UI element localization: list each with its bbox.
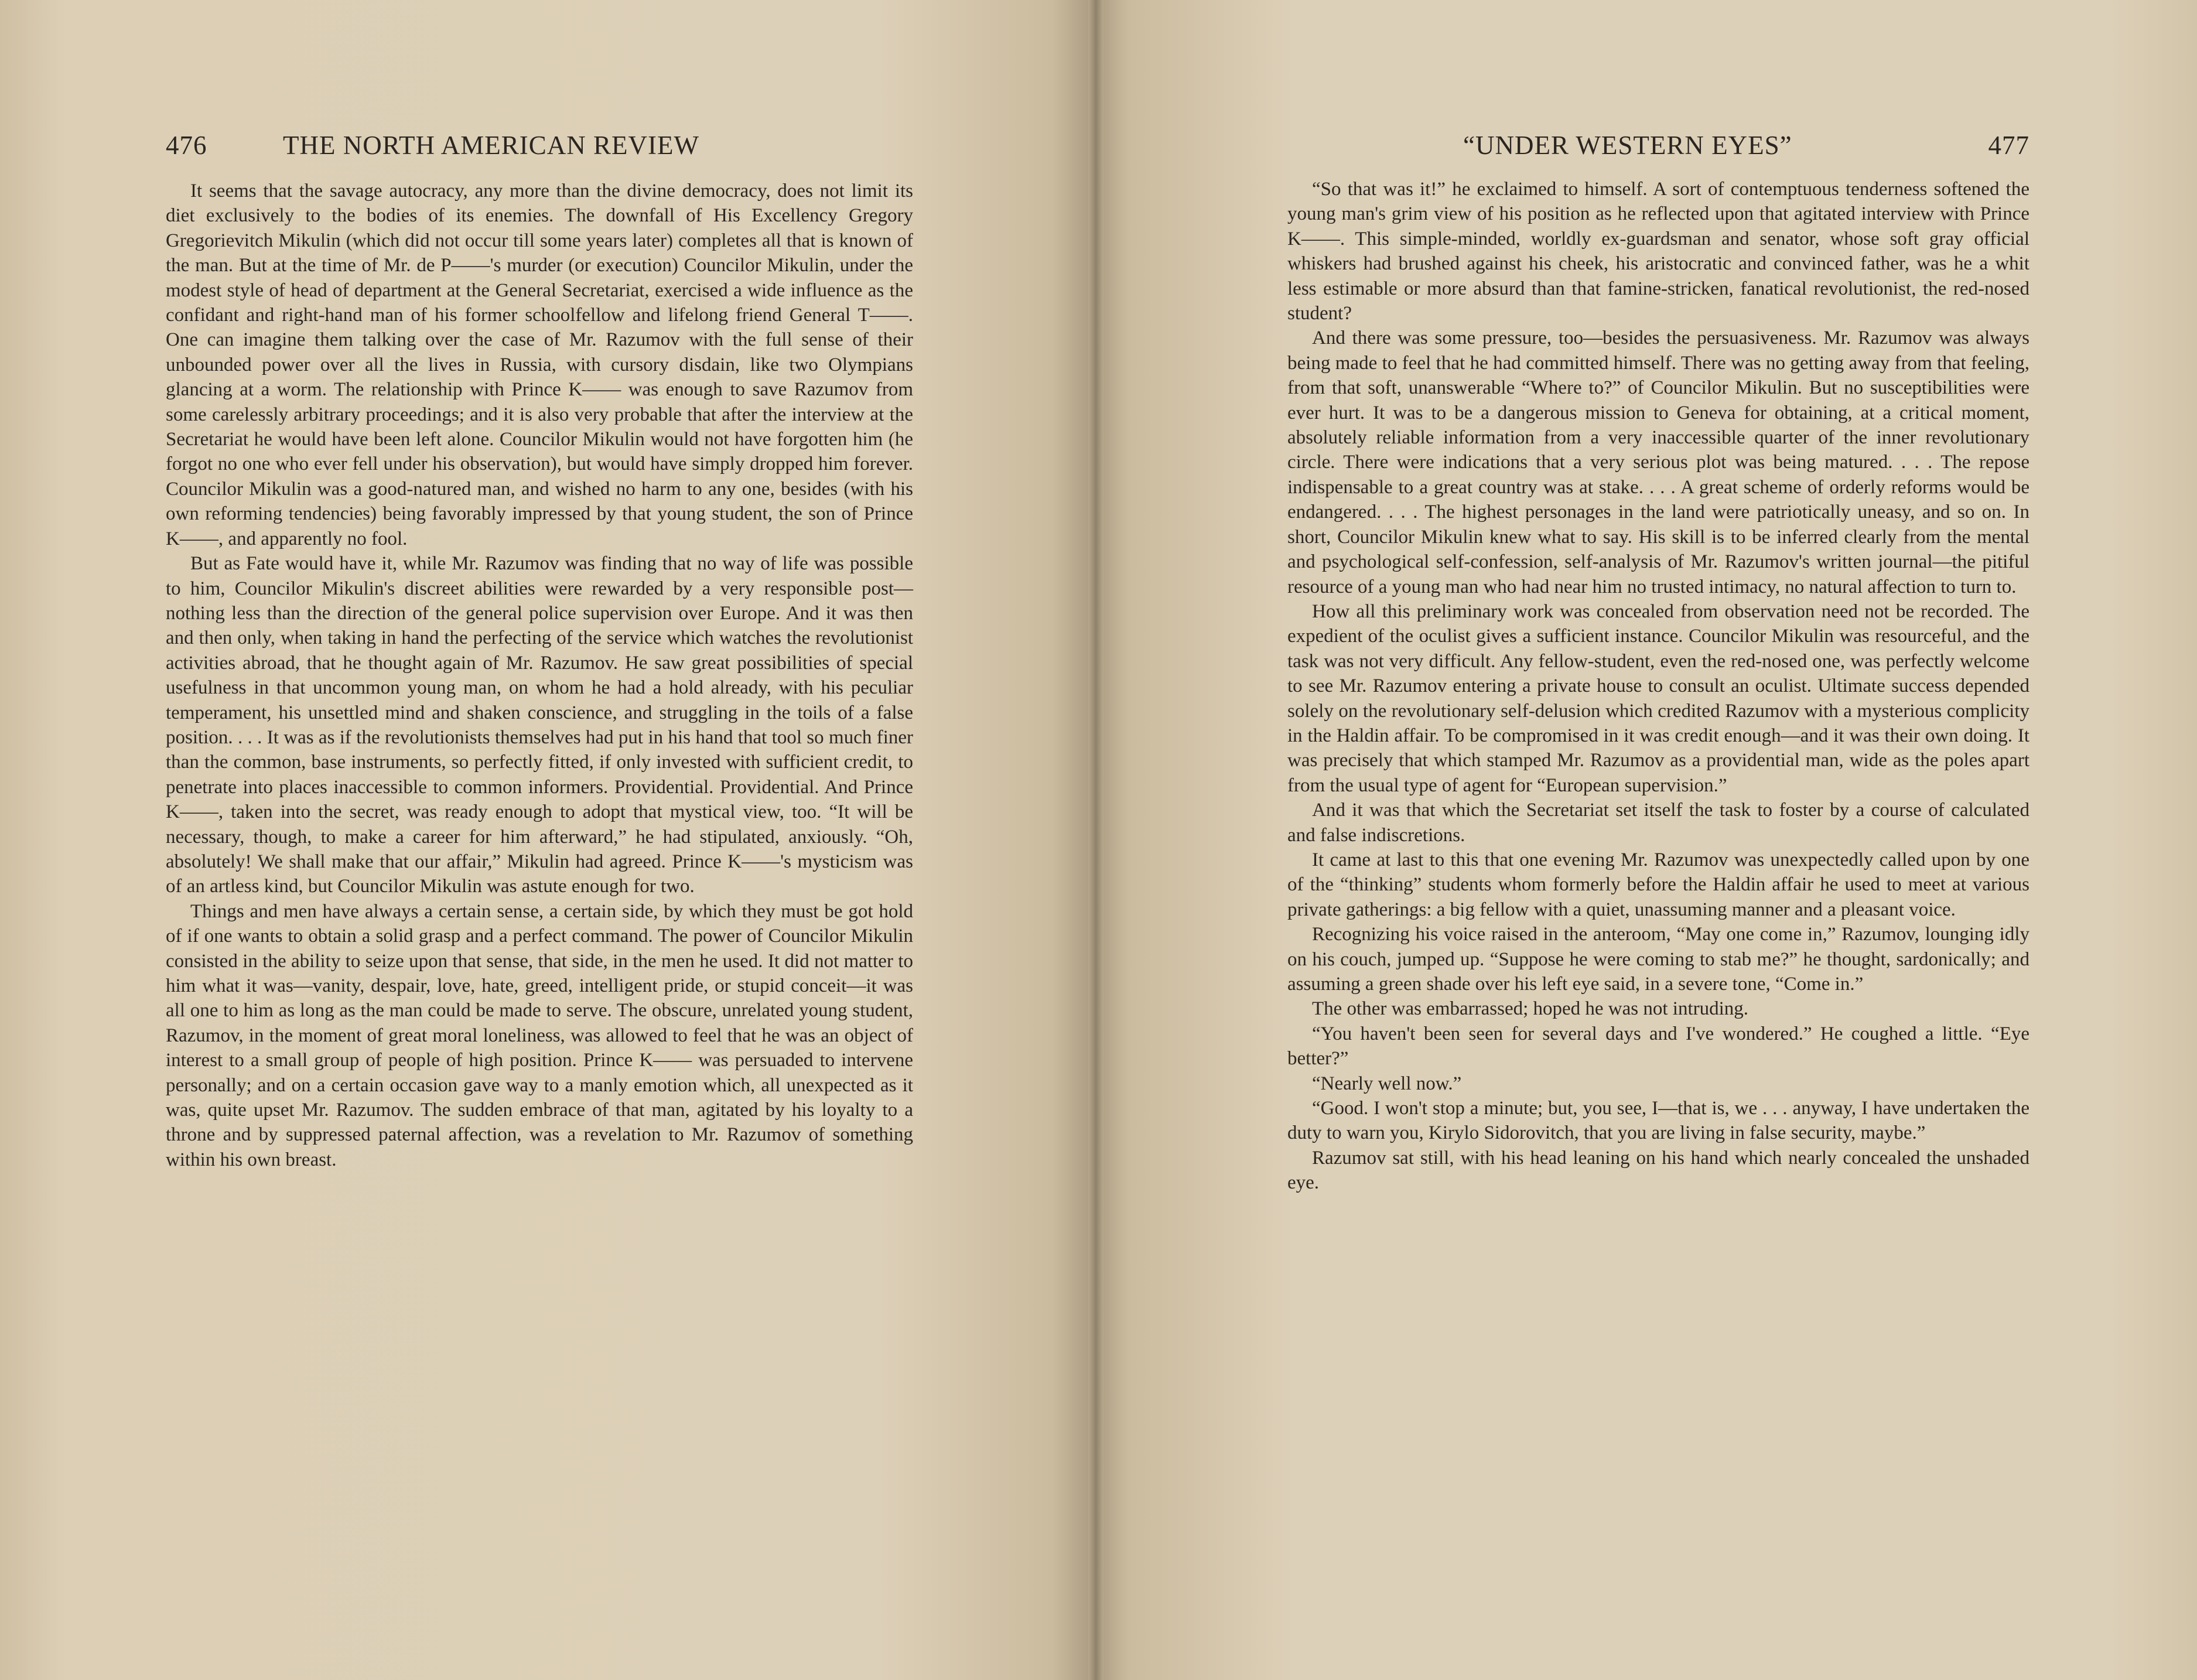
book-gutter	[1088, 0, 1103, 1680]
running-head: THE NORTH AMERICAN REVIEW	[283, 131, 699, 160]
right-page-body	[1287, 177, 2029, 1196]
paragraph: Recognizing his voice raised in the anteroom, “May one come in,” Razumov, lounging idly on his couch, jumped up. “Suppose he were coming to stab me?” he thought, sardonically; and assuming a green shade over his left eye said, in a severe tone, “Come in.”	[1287, 924, 2029, 995]
paragraph: “You haven't been seen for several days and I've wondered.” He coughed a little. “Eye better?”	[1287, 1023, 2029, 1070]
paragraph: But as Fate would have it, while Mr. Razumov was finding that no way of life was possible to him, Councilor Mikulin's discreet abilities were rewarded by a very responsible post—nothing less than the direction of the general police supervision over Europe. And it was then and then only, when taking in hand the perfecting of the service which watches the revolutionist activities abroad, that he thought again of Mr. Razumov. He saw great possibilities of special usefulness in that uncommon young man, on whom he had a hold already, with his peculiar temperament, his unsettled mind and shaken conscience, and struggling in the toils of a false position. . . . It was as if the revolutionists themselves had put in his hand that tool so much finer than the common, base instruments, so perfectly fitted, if only invested with sufficient credit, to penetrate into places inaccessible to common informers. Providential. Providential. And Prince K——, taken into the secret, was ready enough to adopt that mystical view, too. “It will be necessary, though, to make a career for him afterward,” he had stipulated, anxiously. “Oh, absolutely! We shall make that our affair,” Mikulin had agreed. Prince K——'s mysticism was of an artless kind, but Councilor Mikulin was astute enough for two.	[166, 553, 913, 897]
paragraph: It seems that the savage autocracy, any more than the divine democracy, does not limit its diet exclusively to the bodies of its enemies. The downfall of His Excellency Gregory Gregorievitch Mikulin (which did not occur till some years later) completes all that is known of the man. But at the time of Mr. de P——'s murder (or execution) Councilor Mikulin, under the modest style of head of department at the General Secretariat, exercised a wide influence as the confidant and right-hand man of his former schoolfellow and lifelong friend General T——. One can imagine them talking over the case of Mr. Razumov with the full sense of their unbounded power over all the lives in Russia, with cursory disdain, like two Olympians glancing at a worm. The relationship with Prince K—— was enough to save Razumov from some carelessly arbitrary proceedings; and it is also very probable that after the interview at the Secretariat he would have been left alone. Councilor Mikulin would not have forgotten him (he forgot no one who ever fell under his observation), but would have simply dropped him forever. Councilor Mikulin was a good-natured man, and wished no harm to any one, besides (with his own reforming tendencies) being favorably impressed by that young student, the son of Prince K——, and apparently no fool.	[166, 180, 913, 549]
left-page-header	[166, 130, 913, 165]
paragraph: It came at last to this that one evening Mr. Razumov was unexpectedly called upon by one of the “thinking” students whom formerly before the Haldin affair he used to meet at various private gatherings: a big fellow with a quiet, unassuming manner and a pleasant voice.	[1287, 849, 2029, 920]
paragraph: And it was that which the Secretariat set itself the task to foster by a course of calculated and false indiscretions.	[1287, 800, 2029, 846]
paragraph: “Good. I won't stop a minute; but, you see, I—that is, we . . . anyway, I have undertaken the duty to warn you, Kirylo Sidorovitch, that you are living in false security, maybe.”	[1287, 1098, 2029, 1144]
left-page-body	[166, 179, 913, 1172]
paragraph: Things and men have always a certain sense, a certain side, by which they must be got hold of if one wants to obtain a solid grasp and a perfect command. The power of Councilor Mikulin consisted in the ability to seize upon that sense, that side, in the men he used. It did not matter to him what it was—vanity, despair, love, hate, greed, intelligent pride, or stupid conceit—it was all one to him as long as the man could be made to serve. The obscure, unrelated young student, Razumov, in the moment of great moral loneliness, was allowed to feel that he was an object of interest to a small group of people of high position. Prince K—— was persuaded to intervene personally; and on a certain occasion gave way to a manly emotion which, all unexpected as it was, quite upset Mr. Razumov. The sudden embrace of that man, agitated by his loyalty to a throne and by suppressed paternal affection, was a revelation to Mr. Razumov of something within his own breast.	[166, 900, 913, 1170]
right-page	[1095, 0, 2197, 1680]
left-page	[0, 0, 1095, 1680]
right-page-header	[1287, 130, 2029, 165]
paragraph: “Nearly well now.”	[1312, 1073, 1462, 1094]
running-head: “UNDER WESTERN EYES”	[1463, 131, 1792, 160]
paragraph: And there was some pressure, too—besides the persuasiveness. Mr. Razumov was always being made to feel that he had committed himself. There was no getting away from that feeling, from that soft, unanswerable “Where to?” of Councilor Mikulin. But no susceptibilities were ever hurt. It was to be a dangerous mission to Geneva for obtaining, at a critical moment, absolutely reliable information from a very inaccessible quarter of the inner revolutionary circle. There were indications that a very serious plot was being matured. . . . The repose indispensable to a great country was at stake. . . . A great scheme of orderly reforms would be endangered. . . . The highest personages in the land were patriotically uneasy, and so on. In short, Councilor Mikulin knew what to say. His skill is to be inferred clearly from the mental and psychological self-confession, self-analysis of Mr. Razumov's written journal—the pitiful resource of a young man who had near him no trusted intimacy, no natural affection to turn to.	[1287, 327, 2029, 597]
page-number: 477	[1988, 131, 2029, 160]
paragraph: “So that was it!” he exclaimed to himself. A sort of contemptuous tenderness softened the young man's grim view of his position as he reflected upon that agitated interview with Prince K——. This simple-minded, worldly ex-guardsman and senator, whose soft gray official whiskers had brushed against his cheek, his aristocratic and convinced father, was he a whit less estimable or more absurd than that famine-stricken, fanatical revolutionist, the red-nosed student?	[1287, 179, 2029, 325]
paragraph: How all this preliminary work was concealed from observation need not be recorded. The expedient of the oculist gives a sufficient instance. Councilor Mikulin was resourceful, and the task was not very difficult. Any fellow-student, even the red-nosed one, was perfectly welcome to see Mr. Razumov entering a private house to consult an oculist. Ultimate success depended solely on the revolutionary self-delusion which credited Razumov with a mysterious complicity in the Haldin affair. To be compromised in it was credit enough—and it was their own doing. It was precisely that which stamped Mr. Razumov as a providential man, wide as the poles apart from the usual type of agent for “European supervision.”	[1287, 600, 2029, 796]
paragraph: The other was embarrassed; hoped he was not intruding.	[1312, 998, 1749, 1020]
paragraph: Razumov sat still, with his head leaning on his hand which nearly concealed the unshaded eye.	[1287, 1147, 2029, 1194]
page-number: 476	[166, 131, 207, 160]
